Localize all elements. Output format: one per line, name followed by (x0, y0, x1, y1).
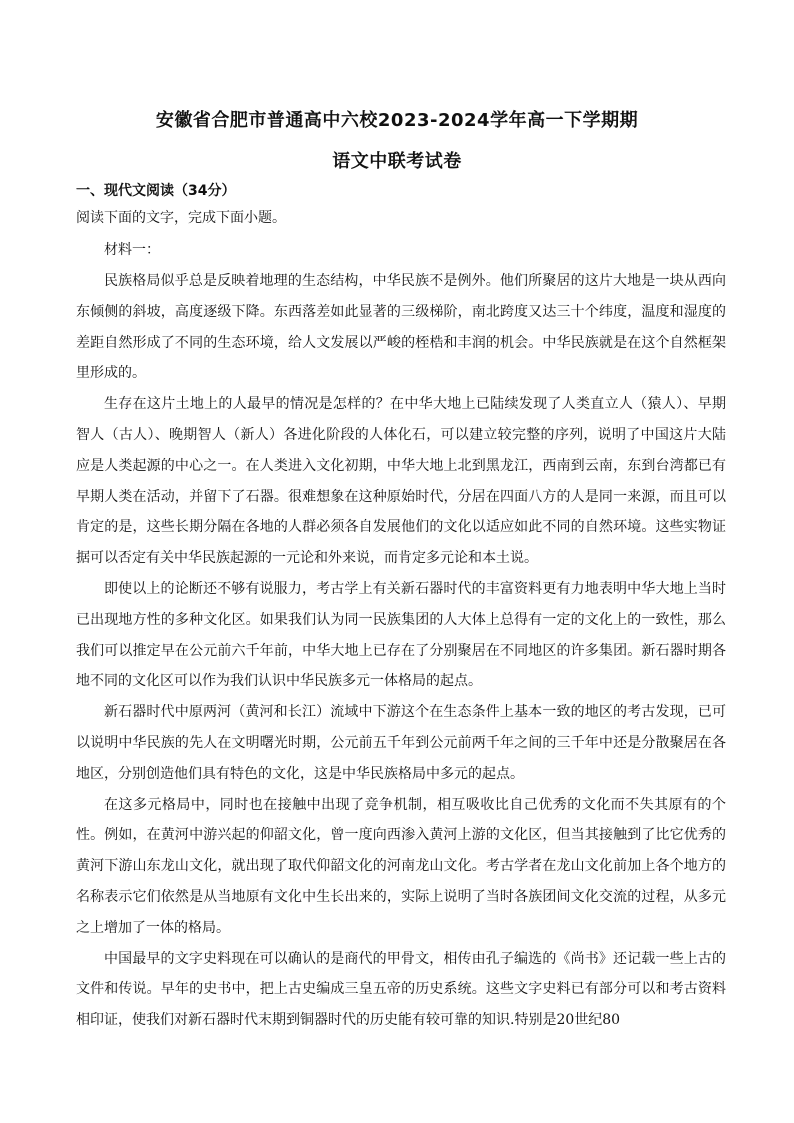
paragraph: 民族格局似乎总是反映着地理的生态结构，中华民族不是例外。他们所聚居的这片大地是一块从西向东倾侧的斜坡，高度逐级下降。东西落差如此显著的三级梯阶，南北跨度又达三十个纬度，温度和湿度的差距自然形成了不同的生态环境，给人文发展以严峻的桎梏和丰润的机会。中华民族就是在这个自然框架里形成的。 (76, 273, 726, 382)
paragraph: 生存在这片土地上的人最早的情况是怎样的？在中华大地上已陆续发现了人类直立人（猿人）、早期智人（古人）、晚期智人（新人）各进化阶段的人体化石，可以建立较完整的序列，说明了中国这片大陆应是人类起源的中心之一。在人类进入文化初期，中华大地上北到黑龙江，西南到云南，东到台湾都已有早期人类在活动，并留下了石器。很难想象在这种原始时代，分居在四面八方的人是同一来源，而且可以肯定的是，这些长期分隔在各地的人群必须各自发展他们的文化以适应如此不同的自然环境。这些实物证据可以否定有关中华民族起源的一元论和外来说，而肯定多元论和本土说。 (76, 396, 726, 567)
paragraph: 中国最早的文字史料现在可以确认的是商代的甲骨文，相传由孔子编选的《尚书》还记载一些上古的文件和传说。早年的史书中，把上古史编成三皇五帝的历史系统。这些文字史料已有部分可以和考古资料相印证，使我们对新石器时代末期到铜器时代的历史能有较可靠的知识.特别是20世纪80 (76, 950, 726, 1029)
section-heading: 一、现代文阅读（34分） (76, 183, 236, 199)
material-label: 材料一： (104, 242, 160, 258)
paragraph: 在这多元格局中，同时也在接触中出现了竞争机制，相互吸收比自己优秀的文化而不失其原有的个性。例如，在黄河中游兴起的仰韶文化，曾一度向西渗入黄河上游的文化区，但当其接触到了比它优秀的黄河下游山东龙山文化，就出现了取代仰韶文化的河南龙山文化。考古学者在龙山文化前加上各个地方的名称表示它们依然是从当地原有文化中生长出来的，实际上说明了当时各族团间文化交流的过程，从多元之上增加了一体的格局。 (76, 796, 726, 936)
document-title-line-2: 语文中联考试卷 (332, 151, 462, 172)
paragraph: 新石器时代中原两河（黄河和长江）流域中下游这个在生态条件上基本一致的地区的考古发现，已可以说明中华民族的先人在文明曙光时期，公元前五千年到公元前两千年之间的三千年中还是分散聚居在各地区，分别创造他们具有特色的文化，这是中华民族格局中多元的起点。 (76, 704, 726, 782)
reading-instruction: 阅读下面的文字，完成下面小题。 (76, 210, 286, 226)
paragraph: 即使以上的论断还不够有说服力，考古学上有关新石器时代的丰富资料更有力地表明中华大地上当时已出现地方性的多种文化区。如果我们认为同一民族集团的人大体上总得有一定的文化上的一致性，那么我们可以推定早在公元前六千年前，中华大地上已存在了分别聚居在不同地区的许多集团。新石器时期各地不同的文化区可以作为我们认识中华民族多元一体格局的起点。 (76, 580, 726, 690)
article-body (76, 266, 726, 1036)
document-title-line-1: 安徽省合肥市普通高中六校2023-2024学年高一下学期期 (155, 110, 639, 131)
